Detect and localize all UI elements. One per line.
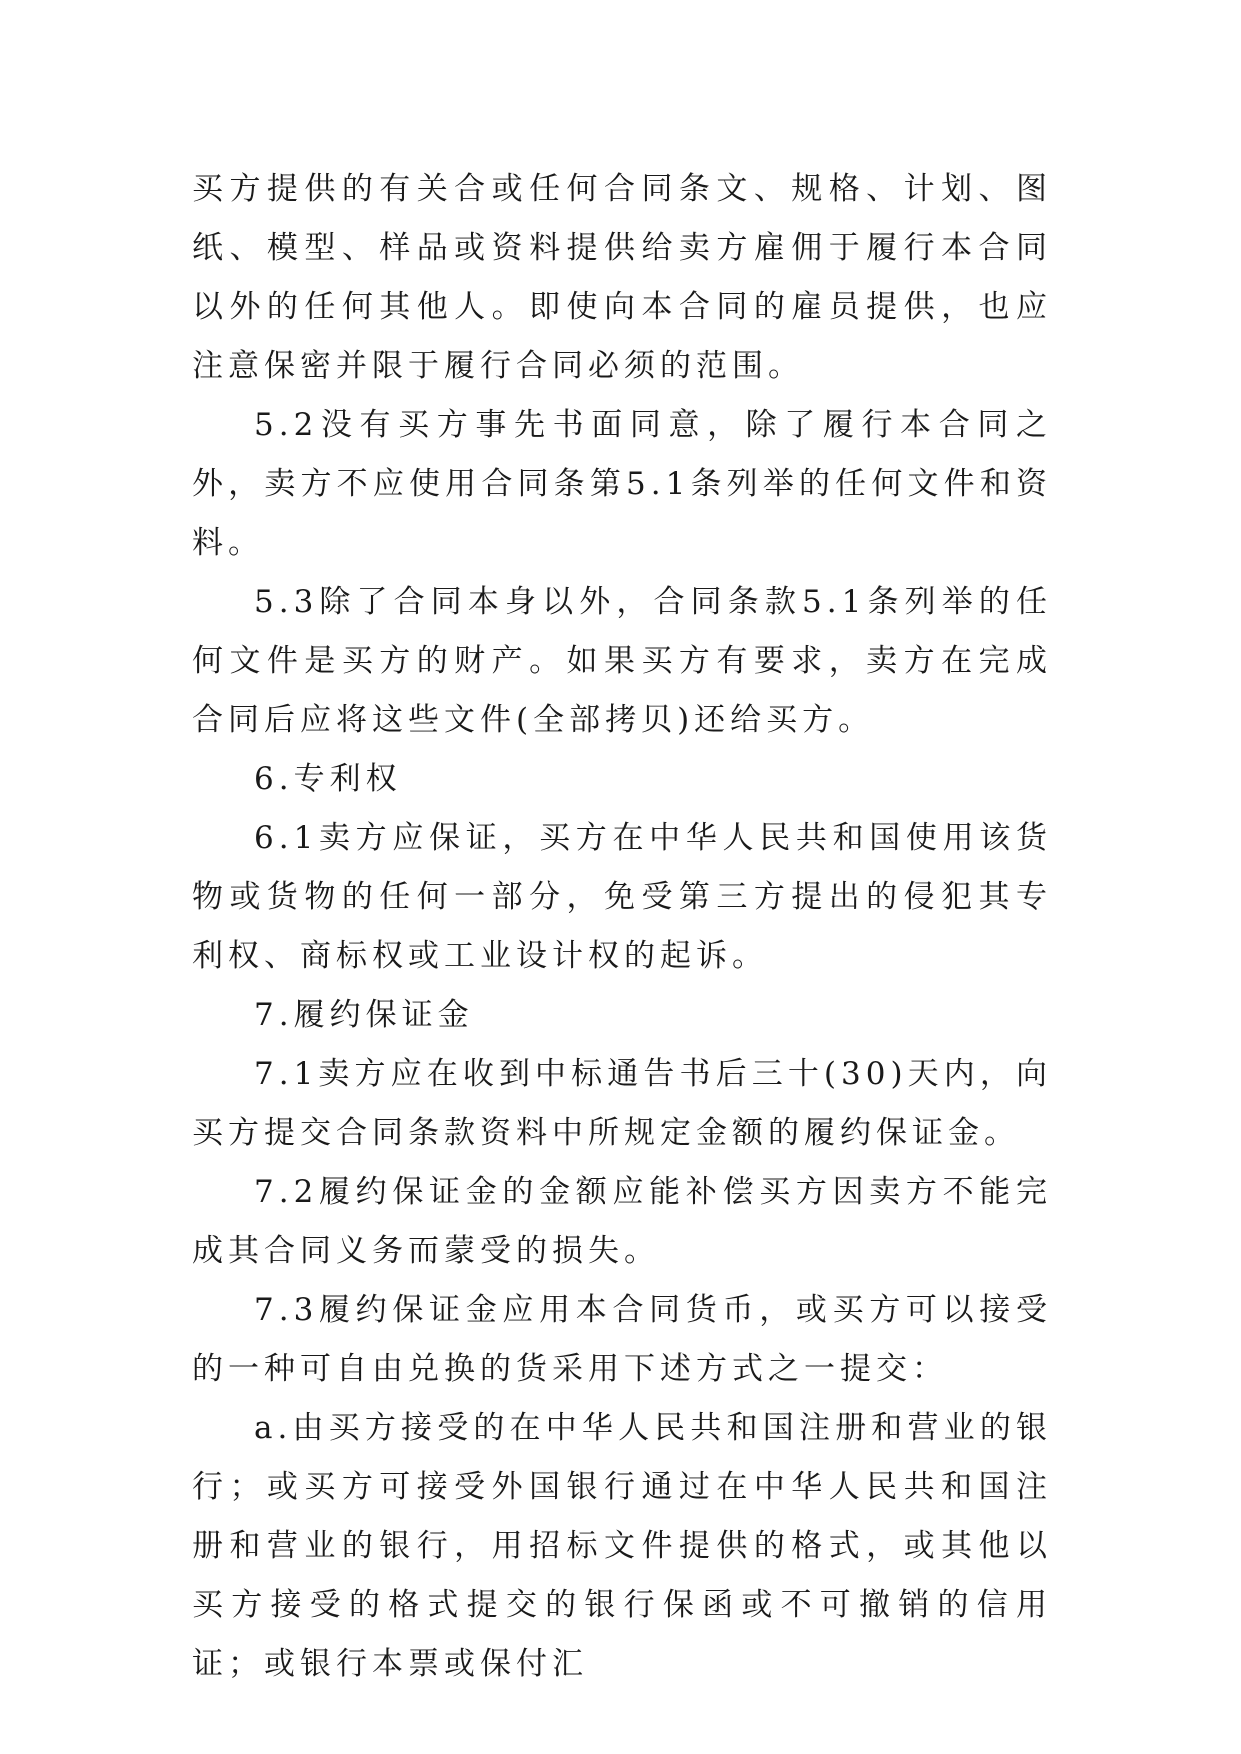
paragraph-5-2: 5.2没有买方事先书面同意，除了履行本合同之外，卖方不应使用合同条第5.1条列举的任何文件和资料。 (192, 407, 1052, 561)
heading-7-performance-bond: 7.履约保证金 (254, 997, 474, 1033)
heading-6-patent-rights: 6.专利权 (254, 761, 402, 797)
paragraph-6-1: 6.1卖方应保证，买方在中华人民共和国使用该货物或货物的任何一部分，免受第三方提出的侵犯其专利权、商标权或工业设计权的起诉。 (192, 820, 1052, 974)
paragraph-item-a: a.由买方接受的在中华人民共和国注册和营业的银行；或买方可接受外国银行通过在中华人民共和国注册和营业的银行，用招标文件提供的格式，或其他以买方接受的格式提交的银行保函或不可撤销的信用证；或银行本票或保付汇 (192, 1410, 1052, 1682)
paragraph-continuation: 买方提供的有关合或任何合同条文、规格、计划、图纸、模型、样品或资料提供给卖方雇佣于履行本合同以外的任何其他人。即使向本合同的雇员提供，也应注意保密并限于履行合同必须的范围。 (192, 171, 1052, 384)
paragraph-7-3: 7.3履约保证金应用本合同货币，或买方可以接受的一种可自由兑换的货采用下述方式之一提交： (192, 1292, 1052, 1387)
paragraph-5-3: 5.3除了合同本身以外，合同条款5.1条列举的任何文件是买方的财产。如果买方有要求，卖方在完成合同后应将这些文件(全部拷贝)还给买方。 (192, 584, 1052, 738)
document-page (192, 160, 1052, 1694)
paragraph-7-2: 7.2履约保证金的金额应能补偿买方因卖方不能完成其合同义务而蒙受的损失。 (192, 1174, 1052, 1269)
paragraph-7-1: 7.1卖方应在收到中标通告书后三十(30)天内，向买方提交合同条款资料中所规定金额的履约保证金。 (192, 1056, 1052, 1151)
